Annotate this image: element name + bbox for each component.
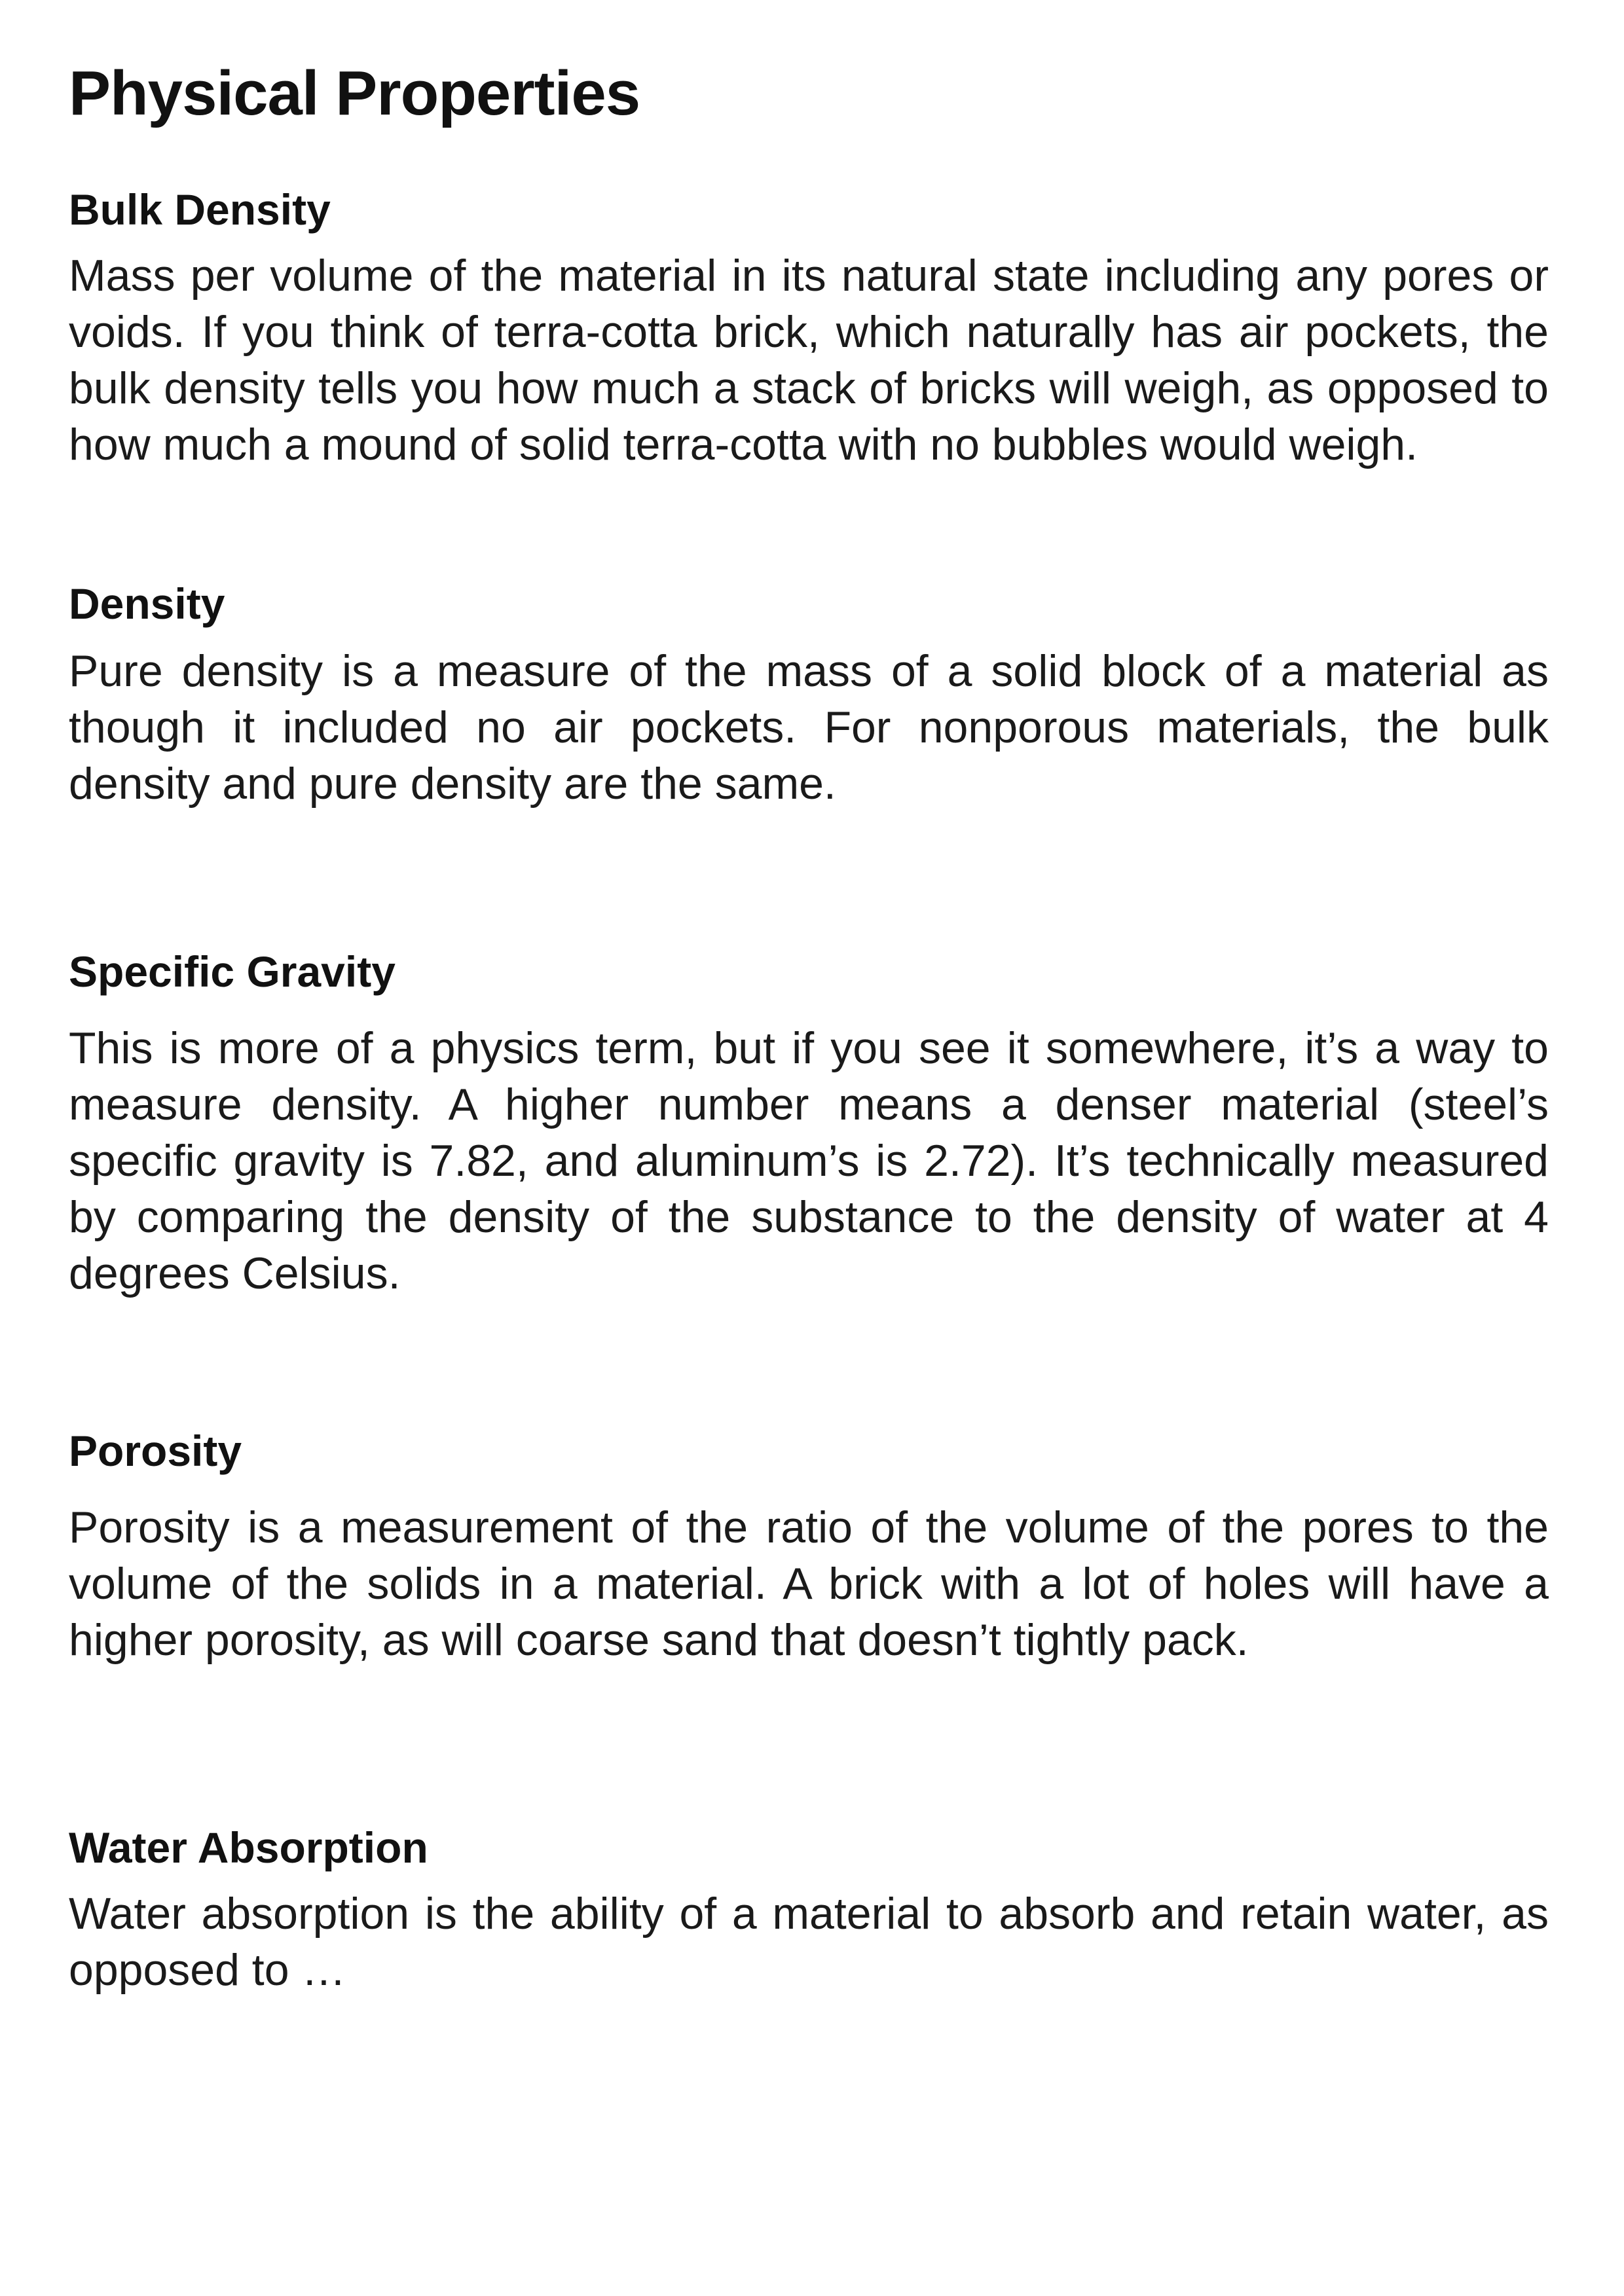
section-bulk-density <box>69 181 1549 473</box>
section-body: Pure density is a measure of the mass of a solid block of a material as though it included no air pockets. For nonporous materials, the bulk density and pure density are the same. <box>69 646 1549 809</box>
section-body: This is more of a physics term, but if you see it somewhere, it’s a way to measure density. A higher number means a denser material (steel’s specific gravity is 7.82, and aluminum’s is 2.72). It’s technically measured by comparing the density of the substance to the density of water at 4 degrees Celsius. <box>69 1023 1549 1298</box>
section-heading: Porosity <box>69 1427 242 1475</box>
section-heading: Specific Gravity <box>69 947 396 996</box>
section-heading: Density <box>69 579 225 628</box>
section-body: Mass per volume of the material in its natural state including any pores or voids. If you think of terra-cotta brick, which naturally has air pockets, the bulk density tells you how much a stack of bricks will weigh, as opposed to how much a mound of solid terra-cotta with no bubbles would weigh. <box>69 251 1549 469</box>
section-body: Water absorption is the ability of a material to absorb and retain water, as opposed to … <box>69 1889 1549 1995</box>
section-specific-gravity <box>69 943 1549 1302</box>
document-page <box>69 0 1549 2296</box>
section-body: Porosity is a measurement of the ratio of the volume of the pores to the volume of the solids in a material. A brick with a lot of holes will have a higher porosity, as will coarse sand that doesn’t tightly pack. <box>69 1503 1549 1665</box>
section-porosity <box>69 1422 1549 1668</box>
section-water-absorption <box>69 1819 1549 1998</box>
section-heading: Water Absorption <box>69 1823 428 1872</box>
section-heading: Bulk Density <box>69 185 331 234</box>
section-density <box>69 575 1549 812</box>
page-title: Physical Properties <box>69 58 640 128</box>
